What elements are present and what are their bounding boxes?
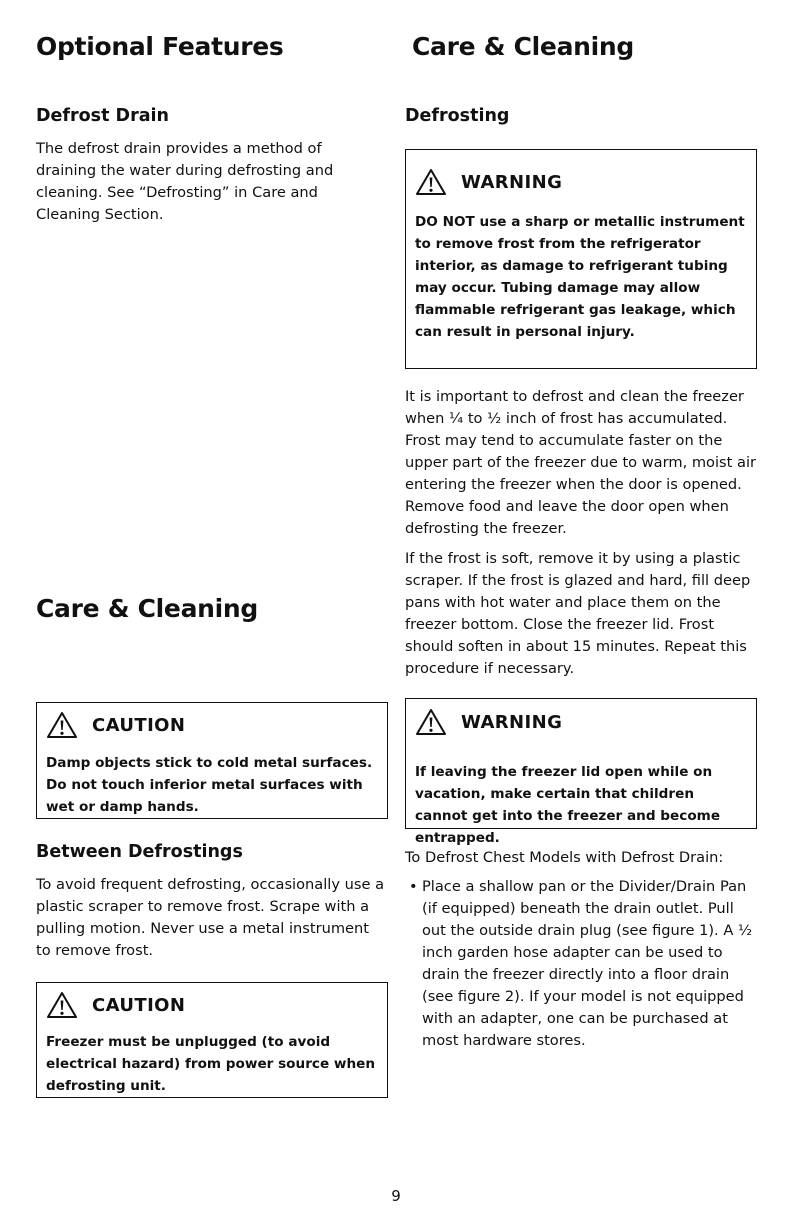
caution-text: Damp objects stick to cold metal surfaces. Do not touch inferior metal surfaces with wet or damp hands. bbox=[46, 755, 373, 815]
warning-header bbox=[415, 703, 746, 741]
warning-triangle-icon bbox=[46, 711, 78, 739]
chest-models-title: To Defrost Chest Models with Defrost Drain: bbox=[405, 849, 724, 866]
list-item: • Place a shallow pan or the Divider/Drain Pan (if equipped) beneath the drain outlet. Pull out the outside drain plug (see figure 1). A ½ inch garden hose adapter can be used to drain the freezer directly into a floor drain (see figure 2). If your model is not equipped with an adapter, one can be purchased at most hardware stores. bbox=[405, 876, 761, 1052]
optional-features-heading: Optional Features bbox=[36, 32, 284, 61]
caution-text: Freezer must be unplugged (to avoid electrical hazard) from power source when defrosting unit. bbox=[46, 1034, 376, 1094]
caution-label: CAUTION bbox=[92, 714, 186, 736]
defrost-steps-list bbox=[405, 876, 761, 1052]
caution-label: CAUTION bbox=[92, 994, 186, 1016]
warning-label: WARNING bbox=[461, 171, 563, 193]
care-cleaning-heading-left: Care & Cleaning bbox=[36, 594, 259, 623]
warning-text: DO NOT use a sharp or metallic instrument to remove frost from the refrigerator interior, as damage to refrigerant tubing may occur. Tubing damage may allow flammable refrigerant gas leakage, which can result in personal injury. bbox=[415, 214, 745, 340]
warning-box-vacation bbox=[405, 698, 757, 846]
caution-box-damp-objects bbox=[36, 702, 388, 819]
care-cleaning-heading-right: Care & Cleaning bbox=[412, 32, 635, 61]
defrost-drain-text: The defrost drain provides a method of draining the water during defrosting and cleaning. See “Defrosting” in Care and Cleaning Section. bbox=[36, 140, 334, 223]
warning-box-sharp-instrument bbox=[405, 149, 757, 369]
warning-header bbox=[415, 163, 746, 201]
warning-triangle-icon bbox=[46, 991, 78, 1019]
warning-triangle-icon bbox=[415, 168, 447, 196]
defrosting-title: Defrosting bbox=[405, 106, 510, 126]
warning-triangle-icon bbox=[415, 708, 447, 736]
caution-header bbox=[46, 706, 377, 744]
page-number: 9 bbox=[391, 1187, 401, 1205]
caution-box-unplug bbox=[36, 982, 388, 1098]
warning-text: If leaving the freezer lid open while on vacation, make certain that children cannot get into the freezer and become entrapped. bbox=[415, 764, 721, 846]
caution-header bbox=[46, 986, 377, 1024]
between-defrostings-title: Between Defrostings bbox=[36, 842, 243, 862]
between-defrostings-text: To avoid frequent defrosting, occasionally use a plastic scraper to remove frost. Scrape with a pulling motion. Never use a metal instrument to remove frost. bbox=[36, 876, 385, 959]
defrost-drain-title: Defrost Drain bbox=[36, 106, 169, 126]
warning-label: WARNING bbox=[461, 711, 563, 733]
defrosting-paragraph-1: It is important to defrost and clean the freezer when ¼ to ½ inch of frost has accumulated. Frost may tend to accumulate faster on the upper part of the freezer due to warm, moist air entering the freezer when the door is opened. Remove food and leave the door open when defrosting the freezer. bbox=[405, 388, 757, 537]
defrosting-paragraph-2: If the frost is soft, remove it by using a plastic scraper. If the frost is glazed and hard, fill deep pans with hot water and place them on the freezer bottom. Close the freezer lid. Frost should soften in about 15 minutes. Repeat this procedure if necessary. bbox=[405, 550, 751, 677]
